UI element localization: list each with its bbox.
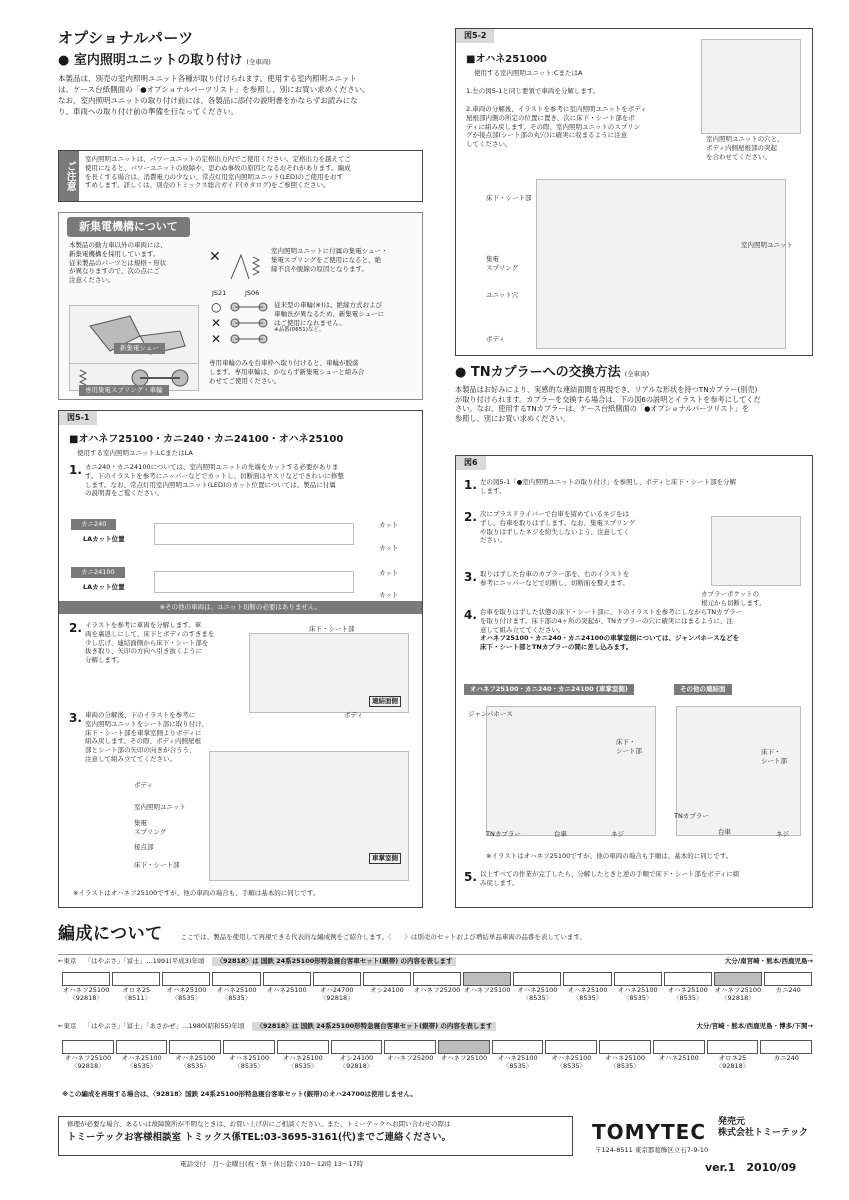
row1-from: ←東京 — [58, 957, 77, 965]
kani240-tag: カニ240 — [71, 519, 116, 530]
kani24100-unit-diagram — [154, 571, 354, 593]
truck-label: 台車 — [718, 828, 731, 836]
car-code: 〈92818〉 — [69, 994, 103, 1003]
formation-car — [169, 1040, 221, 1070]
formation-car — [513, 972, 561, 1002]
formation-row-1 — [62, 972, 812, 1002]
kani240-unit-diagram — [154, 523, 354, 545]
car-body — [463, 972, 511, 986]
support-hours: 電話受付 月～金曜日(祝・祭・休日除く)10～12時 13～17時 — [180, 1160, 364, 1168]
formation-car — [363, 972, 411, 1002]
shoe-illustration — [69, 305, 199, 365]
fig52-heading: ■オハネ251000 — [466, 54, 547, 65]
tn-intro: 本製品はお好みにより、実感的な連結面間を再現でき、リアルな形状を持つTNカプラー(別売) が取り付けられます。カプラーを交換する場合は、下の図6の説明とイラストを参考にしてくだ さい。なお、使用するTNカプラーは、ケース台紙側面の「●オプショナルパーツリスト」を 参照し、別にお買い求めください。 — [455, 384, 761, 423]
formation-row-2-header — [58, 1022, 813, 1031]
row1-set: 〈92818〉は 国鉄 24系25100形特急寝台客車セット(銀帯) の内容を表します — [212, 957, 456, 966]
x-mark-icon: ✕ — [211, 332, 222, 346]
fig52-assembly-illustration — [536, 179, 786, 349]
unit-label: 室内照明ユニット — [134, 803, 186, 811]
fig51-step2: 2. イラストを参考に車両を分解します。車 両を裏返しにして、床下とボディのすきまを 少し広げ、連結面側から床下・シート部を 抜き取り、矢印の方向へ引き抜くように 分解します。 — [69, 621, 215, 665]
formation-car — [313, 972, 361, 1002]
car-body — [116, 1040, 168, 1054]
note1-text: 室内照明ユニットに付属の集電シュー・ 集電スプリングをご使用になると、絶 縁不良や脱線の原因となります。 — [271, 247, 388, 273]
spring-label: 集電 スプリング — [134, 819, 167, 837]
car-body — [714, 972, 762, 986]
kani240-cut-label: LAカット位置 — [83, 535, 125, 543]
support-box — [58, 1116, 573, 1156]
fig6-label: 図6 — [456, 456, 486, 470]
car-code: 〈8535〉 — [221, 994, 252, 1003]
row2-from: ←東京 — [58, 1022, 77, 1030]
car-name: オハネ25100 — [497, 1054, 538, 1062]
car-name: オハネ25100 — [282, 1054, 323, 1062]
car-name: オハネ25100 — [175, 1054, 216, 1062]
fig51-box — [58, 410, 423, 908]
kani24100-cut-label: LAカット位置 — [83, 583, 125, 591]
car-name: オロネ25 — [122, 986, 151, 994]
floor-label: 床下・シート部 — [486, 194, 532, 202]
car-body — [263, 972, 311, 986]
car-name: オハネ25100 — [121, 1054, 162, 1062]
address: 〒124-8511 東京都葛飾区立石7-9-10 — [595, 1146, 709, 1154]
fig52-units: 使用する室内照明ユニット:CまたはA — [474, 69, 583, 77]
other-cars-note: ※その他の車両は、ユニット切断の必要はありません。 — [59, 601, 422, 614]
car-code: 〈8535〉 — [610, 1062, 640, 1071]
truck-label: 台車 — [554, 830, 567, 838]
formation-car — [653, 1040, 705, 1070]
floor-label: 床下・シート部 — [309, 625, 355, 633]
car-body — [413, 972, 461, 986]
shoe-drawing — [70, 306, 200, 366]
floor-label: 床下・ シート部 — [761, 748, 787, 766]
fig51-step1: 1. カニ240・カニ24100については、室内照明ユニットの先端をカットする必要がありま す。下のイラストを参考にニッパーなどでカットし、切断面はヤスリなどできれいに修整 します。なお、常点灯用室内照明ユニット(LED)のカット位置については、製品に付属 の説明書をご覧ください。 — [69, 463, 344, 498]
car-name: オハネ25100 — [551, 1054, 592, 1062]
formation-car — [277, 1040, 329, 1070]
floor-label: 床下・ シート部 — [616, 738, 642, 756]
car-name: オハネフ25100 — [64, 1054, 112, 1062]
formation-car — [664, 972, 712, 1002]
cut-label: カット — [379, 521, 399, 529]
car-code: 〈8535〉 — [672, 994, 703, 1003]
car-body — [169, 1040, 221, 1054]
car-body — [563, 972, 611, 986]
car-code: 〈8535〉 — [171, 994, 202, 1003]
formation-car — [116, 1040, 168, 1070]
car-body — [62, 1040, 114, 1054]
wheel-set-icon — [227, 301, 271, 345]
fig52-box — [455, 28, 813, 356]
formation-car — [413, 972, 461, 1002]
version: ver.1 2010/09 — [705, 1161, 797, 1174]
car-name: オハネフ25200 — [386, 1054, 434, 1062]
formation-subtitle: ここでは、製品を使用して再現できる代表的な編成例をご紹介します。〈 〉は別売のセットおよび増結単品車両の品番を表しています。 — [180, 933, 586, 941]
tag-conductor-side: オハネフ25100・カニ240・カニ24100 (車掌室側) — [464, 684, 634, 695]
car-body — [760, 1040, 812, 1054]
car-name: オハネ25100 — [266, 986, 307, 994]
lighting-heading: ● 室内照明ユニットの取り付け — [58, 52, 243, 68]
caution-label: ご注意 — [59, 151, 79, 201]
fig51-step3: 3. 車両の分解後、下のイラストを参考に 室内照明ユニットをシート部に取り付け、 床下・シート部を車掌室側よりボディに 組み戻します。その際、ボディ内側屋根 部とシート部の矢印の向きが合うう、 注意して組み立ててください。 — [69, 711, 208, 763]
car-name: オハネフ25100 — [440, 1054, 488, 1062]
lighting-intro: 本製品は、別売の室内照明ユニット各種が取り付けられます。使用する室内照明ユニット は、ケース台紙側面の「●オプショナルパーツリスト」を参照し、別にお買い求めください。 なお、室内照明ユニットの取り付け前には、各製品に添付の説明書をかならずお読みにな り、車両への取り付け前の準備を行なってください。 — [58, 73, 370, 117]
formation-section — [58, 922, 813, 947]
car-name: オハネ25100 — [617, 986, 658, 994]
fig6-box — [455, 455, 813, 908]
fig51-units: 使用する室内照明ユニット:LCまたはLA — [77, 449, 193, 457]
body-label: ボディ — [486, 335, 505, 343]
lighting-heading-note: (全車両) — [246, 57, 271, 66]
x-mark-icon: ✕ — [209, 249, 221, 265]
fig51-label: 図5-1 — [59, 411, 97, 425]
car-name: オハネ25100 — [216, 986, 257, 994]
support-line1: 修理が必要な場合、あるいは故障箇所が不明なときは、お買い上げ店にご相談ください。また、トミーテックへお問い合わせの際は — [67, 1120, 451, 1128]
car-name: オハ24700 — [319, 986, 354, 994]
car-code: 〈92818〉 — [319, 994, 354, 1003]
car-body — [363, 972, 411, 986]
car-name: オシ24100 — [339, 1054, 374, 1062]
car-name: オロネ25 — [718, 1054, 747, 1062]
tn-label: TNカプラー — [486, 830, 521, 838]
tn-illustration-a — [486, 706, 656, 836]
car-name: オハネフ25100 — [62, 986, 110, 994]
pocket-note: カプラーポケットの 根元から切断します。 — [701, 590, 766, 607]
car-body — [492, 1040, 544, 1054]
tn-section — [455, 364, 813, 424]
formation-car — [492, 1040, 544, 1070]
car-name: オハネ25100 — [166, 986, 207, 994]
car-name: オハネフ25100 — [714, 986, 762, 994]
row2-set: 〈92818〉は 国鉄 24系25100形特急寝台客車セット(銀帯) の内容を表します — [252, 1022, 496, 1031]
car-code: 〈8535〉 — [622, 994, 653, 1003]
car-code: 〈8535〉 — [234, 1062, 264, 1071]
car-body — [614, 972, 662, 986]
js-parts-icon — [227, 249, 267, 289]
floor-label: 床下・シート部 — [134, 861, 180, 869]
fig52-label: 図5-2 — [456, 29, 494, 43]
roof-illustration — [701, 39, 801, 134]
formation-car — [438, 1040, 490, 1070]
screw-label: ネジ — [776, 830, 789, 838]
formation-car — [62, 1040, 114, 1070]
conductor-side-tag: 車掌室側 — [369, 853, 401, 864]
formation-title: 編成について — [58, 924, 163, 944]
car-body — [513, 972, 561, 986]
shoe-label: 新集電シュー — [114, 343, 165, 354]
car-code: 〈8535〉 — [556, 1062, 587, 1071]
car-name: オハネ25100 — [667, 986, 708, 994]
formation-note: ※この編成を再現する場合は、〈92818〉国鉄 24系25100形特急寝台客車セット(銀帯)のオハ24700は使用しません。 — [62, 1090, 417, 1098]
car-name: オハネ25100 — [228, 1054, 270, 1062]
row2-info: 「はやぶさ」「富士」「あさかぜ」…1980(昭和55)年頃 — [84, 1022, 245, 1030]
fig6-step2: 2. 次にプラスドライバーで台車を留めているネジをは ずし、台車を取りはずします。なお、集電スプリング や取りはずしたネジを紛失しないよう、注意してく ださい。 — [464, 510, 636, 545]
kani24100-tag: カニ24100 — [71, 567, 125, 578]
formation-car — [112, 972, 160, 1002]
formation-car — [263, 972, 311, 1002]
cut-label: カット — [379, 569, 399, 577]
tn-heading: ● TNカプラーへの交換方法 — [455, 365, 621, 380]
car-code: 〈8535〉 — [522, 994, 553, 1003]
fig6-footnote: ※イラストはオハネフ25100ですが、他の車両の場合も手順は、基本的に同じです。 — [486, 852, 733, 860]
car-name: オハネ25100 — [605, 1054, 646, 1062]
car-name: オハネ25100 — [517, 986, 558, 994]
car-name: カニ240 — [775, 986, 801, 994]
car-body — [653, 1040, 705, 1054]
car-body — [277, 1040, 329, 1054]
formation-car — [62, 972, 110, 1002]
formation-car — [545, 1040, 597, 1070]
formation-car — [714, 972, 762, 1002]
car-name: オハネ25100 — [658, 1054, 699, 1062]
support-line2: トミーテックお客様相談室 トミックス係TEL:03-3695-3161(代)までご連絡ください。 — [67, 1131, 452, 1143]
coupler-side-tag: 連結面側 — [369, 696, 401, 707]
formation-car — [599, 1040, 651, 1070]
fig6-step4: 4. 台車を取りはずした状態の床下・シート部に、下のイラストを参考にしながらTNカプラー を取り付けます。床下部の4ヶ所の突起が、TNカプラーの穴に確実にはまるように、注 意して組み立ててください。 オハネフ25100・カニ240・カニ24100の車掌室側については、ジャンパホースなどを 床下・シート部とTNカプラーの間に差し込みます。 — [464, 608, 743, 652]
x-mark-icon: ✕ — [211, 316, 222, 330]
roof-callout: 室内照明ユニットの穴と、 ボディ内側屋根部の突起 を合わせてください。 — [706, 135, 784, 161]
car-code: 〈8535〉 — [572, 994, 603, 1003]
car-body — [331, 1040, 383, 1054]
car-code: 〈8535〉 — [126, 1062, 157, 1071]
fig52-step2: 2.車両の分解後、イラストを参考に室内照明ユニットをボディ 屋根部内側の所定の位置に置き、次に床下・シート部をボ ディに組み戻します。その際、室内照明ユニットのスプリン グが接点部(シート部の丸穴)に確実に収まるように注意 してください。 — [466, 105, 647, 149]
formation-car — [760, 1040, 812, 1070]
formation-car — [563, 972, 611, 1002]
contact-label: 接点部 — [134, 843, 154, 851]
formation-car — [162, 972, 210, 1002]
formation-car — [707, 1040, 759, 1070]
page-title: オプショナルパーツ — [58, 29, 194, 47]
car-body — [438, 1040, 490, 1054]
car-body — [599, 1040, 651, 1054]
caution-text: 室内照明ユニットは、パワーユニットの定格出力内でご使用ください。定格出力を越えてご 使用になると、パワーユニットの故障や、思わぬ事故の原因となるおそれがあります。編成 を長くする場合は、消費電力の少ない、常点灯用室内照明ユニット(LED)のご使用をおす すめします。詳しくは、別売のトミックス総合ガイド(カタログ)をご参照ください。 — [85, 155, 351, 190]
row2-to: 大分/宮崎・熊本/西鹿児島・博多/下関→ — [696, 1022, 813, 1030]
car-code: 〈92818〉 — [715, 1062, 750, 1071]
cut-label: カット — [379, 544, 399, 552]
circle-mark-icon: ○ — [211, 300, 222, 314]
car-code: 〈92818〉 — [339, 1062, 374, 1071]
new-current-title: 新集電機構について — [67, 217, 190, 237]
formation-row-2 — [62, 1040, 812, 1070]
car-code: 〈92818〉 — [721, 994, 755, 1003]
fig51-footnote: ※イラストはオハネフ25100ですが、他の車両の場合も、手順は基本的に同じです。 — [73, 889, 320, 897]
formation-car — [764, 972, 812, 1002]
truck-illustration — [711, 516, 801, 586]
tag-other-side: その他の連結面 — [674, 684, 732, 695]
formation-car — [212, 972, 260, 1002]
car-code: 〈8535〉 — [287, 1062, 318, 1071]
tn-heading-note: (全車両) — [624, 370, 650, 378]
formation-car — [331, 1040, 383, 1070]
formation-car — [384, 1040, 436, 1070]
car-body — [764, 972, 812, 986]
car-code: 〈8511〉 — [121, 994, 151, 1003]
row1-info: 「はやぶさ」「富士」…1991(平成3)年頃 — [84, 957, 205, 965]
car-name: オハネ25100 — [567, 986, 608, 994]
jumper-label: ジャンパホース — [468, 710, 513, 718]
body-label: ボディ — [344, 711, 363, 719]
car-code: 〈8535〉 — [180, 1062, 211, 1071]
car-body — [223, 1040, 275, 1054]
fig52-step1: 1.左の図5-1と同じ要領で車両を分解します。 — [466, 87, 600, 95]
left-column — [58, 28, 423, 118]
formation-car — [223, 1040, 275, 1070]
formation-row-1-header — [58, 954, 813, 966]
car-code: 〈8535〉 — [502, 1062, 533, 1071]
unit-label: 室内照明ユニット — [741, 241, 793, 249]
fig6-step3: 3. 取りはずした台車のカプラー部を、右のイラストを 参考にニッパーなどで切断し、切断面を整えます。 — [464, 570, 630, 587]
note2-text: 従来型の車輪(※)は、絶縁方式および 車軸長が異なるため、新集電シューに はご使用になれません。 ※品番(0651)など。 — [274, 301, 385, 334]
car-name: カニ240 — [773, 1054, 799, 1062]
fig51-heading: ■オハネフ25100・カニ240・カニ24100・オハネ25100 — [69, 434, 344, 445]
car-name: オハネフ25200 — [413, 986, 461, 994]
row1-to: 大分/南宮崎・熊本/西鹿児島→ — [724, 957, 813, 965]
js21-label: JS21 — [212, 289, 227, 297]
cut-label: カット — [379, 591, 399, 599]
note3-text: 専用車輪のみを台車枠へ取り付けると、車輪が脱落 します。専用車輪は、かならず新集電シューと組み合 わせてご使用ください。 — [209, 359, 365, 385]
fig6-step5: 5. 以上すべての作業が完了したら、分解したときと逆の手順で床下・シート部をボディに組 み戻します。 — [464, 870, 740, 887]
spring-label: 集電 スプリング — [486, 255, 519, 273]
car-body — [62, 972, 110, 986]
new-current-box — [58, 212, 423, 400]
caution-box — [58, 150, 423, 202]
body-label: ボディ — [134, 781, 153, 789]
formation-car — [614, 972, 662, 1002]
car-name: オハネフ25100 — [463, 986, 511, 994]
car-body — [707, 1040, 759, 1054]
hole-label: ユニット穴 — [486, 291, 519, 299]
brand-logo: TOMYTEC — [592, 1120, 707, 1144]
publisher: 発売元 株式会社トミーテック — [718, 1117, 809, 1139]
car-body — [313, 972, 361, 986]
spring-label: 専用集電スプリング・車輪 — [79, 385, 169, 396]
fig6-step1: 1. 左の図5-1「●室内照明ユニットの取り付け」を参照し、ボディと床下・シート部を分解 します。 — [464, 478, 737, 495]
new-current-text: 本製品の動力車以外の車両には、 新集電機構を採用しています。 従来製品のパーツとは規格・形状 が異なりますので、次の点にご 注意ください。 — [69, 241, 167, 285]
js06-label: JS06 — [245, 289, 260, 297]
screw-label: ネジ — [611, 830, 624, 838]
car-body — [212, 972, 260, 986]
car-body — [545, 1040, 597, 1054]
formation-car — [463, 972, 511, 1002]
car-body — [384, 1040, 436, 1054]
car-name: オシ24100 — [370, 986, 404, 994]
car-code: 〈92818〉 — [71, 1062, 105, 1071]
car-body — [664, 972, 712, 986]
tn-label: TNカプラー — [674, 812, 709, 820]
car-body — [112, 972, 160, 986]
car-body — [162, 972, 210, 986]
